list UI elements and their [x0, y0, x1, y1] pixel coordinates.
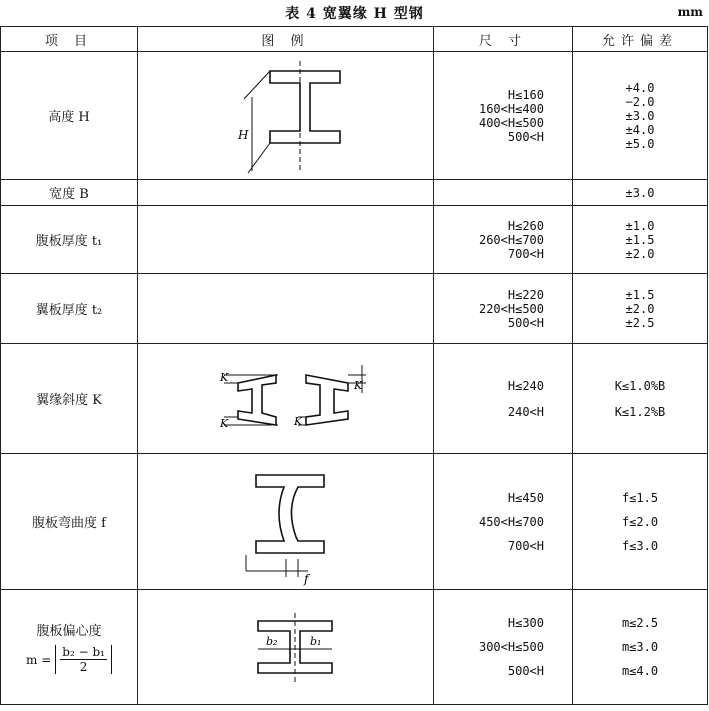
h-section-slope-diagram [138, 345, 432, 453]
formula-denominator: 2 [79, 660, 88, 674]
tolerance-value: K≤1.0%B [614, 378, 666, 393]
item-label: 宽度 B [1, 180, 138, 206]
dimension-cell [434, 590, 573, 705]
item-label: 腹板偏心度 [36, 624, 102, 639]
table-row [1, 274, 708, 344]
dimension-value: 700<H [507, 246, 544, 261]
tolerance-value: ±2.0 [625, 246, 655, 261]
diagram-label-k-3: K [294, 414, 303, 428]
dimension-value: 500<H [507, 129, 544, 144]
diagram-eccentricity [138, 590, 434, 705]
tolerance-cell [573, 180, 708, 206]
diagram-empty [138, 180, 434, 206]
dimension-value: H≤450 [507, 490, 544, 505]
item-label: 腹板厚度 t₁ [1, 206, 138, 274]
table-row [1, 180, 708, 206]
tolerance-cell [573, 454, 708, 590]
tolerance-cell [573, 274, 708, 344]
tolerance-value: ±3.0 [625, 185, 655, 200]
diagram-label-k-2: K [220, 416, 229, 430]
table-row [1, 454, 708, 590]
diagram-label-height: H [238, 127, 249, 142]
tolerance-value: ±2.0 [625, 301, 655, 316]
formula-numerator: b₂ − b₁ [62, 645, 105, 659]
tolerance-value: ±2.5 [625, 315, 655, 330]
dimension-value: 500<H [507, 315, 544, 330]
header-diagram: 图 例 [138, 27, 434, 52]
dimension-cell [434, 344, 573, 454]
tolerance-value: ±1.5 [625, 232, 655, 247]
tolerance-cell [573, 590, 708, 705]
diagram-empty [138, 206, 434, 274]
dimension-value: 160<H≤400 [478, 101, 544, 116]
diagram-label-b2: b₂ [266, 634, 278, 648]
table-row [1, 206, 708, 274]
dimension-value: H≤300 [507, 616, 544, 630]
table-title: 表 4 宽翼缘 H 型钢 [285, 6, 424, 22]
dimension-value: H≤160 [507, 87, 544, 102]
tolerance-table [0, 26, 708, 705]
diagram-label-f: f [304, 571, 309, 586]
tolerance-value: ±1.0 [625, 218, 655, 233]
dimension-value: 500<H [507, 664, 544, 678]
tolerance-value: m≤3.0 [621, 640, 659, 654]
table-row [1, 52, 708, 180]
diagram-slope [138, 344, 434, 454]
tolerance-value: ±5.0 [625, 136, 655, 151]
h-section-bend-diagram [138, 455, 432, 589]
tolerance-cell [573, 52, 708, 180]
dimension-value: 220<H≤500 [478, 301, 544, 316]
dimension-value: 450<H≤700 [478, 514, 544, 529]
tolerance-value: ±3.0 [625, 108, 655, 123]
tolerance-value: K≤1.2%B [614, 404, 666, 419]
dimension-value: 400<H≤500 [478, 115, 544, 130]
dimension-cell [434, 180, 573, 206]
diagram-bend [138, 454, 434, 590]
dimension-cell [434, 206, 573, 274]
item-label: 翼缘斜度 K [1, 344, 138, 454]
dimension-value: 260<H≤700 [478, 232, 544, 247]
tolerance-cell [573, 206, 708, 274]
diagram-height [138, 52, 434, 180]
dimension-cell [434, 454, 573, 590]
dimension-value: H≤240 [507, 378, 544, 393]
dimension-value: 240<H [507, 404, 544, 419]
diagram-empty [138, 274, 434, 344]
eccentricity-formula [26, 645, 112, 674]
h-section-eccentricity-diagram [138, 591, 432, 704]
tolerance-value: f≤2.0 [621, 514, 659, 529]
tolerance-value: +4.0 [625, 80, 655, 95]
dimension-value: H≤220 [507, 287, 544, 302]
header-dimension: 尺 寸 [434, 27, 573, 52]
diagram-label-k-1: K [220, 370, 229, 384]
tolerance-value: −2.0 [625, 94, 655, 109]
tolerance-value: m≤4.0 [621, 664, 659, 678]
dimension-cell [434, 52, 573, 180]
header-item: 项 目 [1, 27, 138, 52]
dimension-value: H≤260 [507, 218, 544, 233]
item-label: 腹板弯曲度 f [1, 454, 138, 590]
unit-label: mm [677, 5, 703, 19]
dimension-value: 700<H [507, 538, 544, 553]
table-row [1, 344, 708, 454]
diagram-label-k-4: K [354, 378, 363, 392]
diagram-label-b1: b₁ [310, 634, 322, 648]
formula-lhs: m = [26, 652, 52, 667]
dimension-value: 300<H≤500 [478, 640, 544, 654]
formula-fraction [55, 645, 112, 674]
tolerance-value: f≤1.5 [621, 490, 659, 505]
item-label: 翼板厚度 t₂ [1, 274, 138, 344]
dimension-cell [434, 274, 573, 344]
tolerance-value: ±4.0 [625, 122, 655, 137]
item-label: 高度 H [1, 52, 138, 180]
tolerance-value: m≤2.5 [621, 616, 659, 630]
table-header-row [1, 27, 708, 52]
table-row [1, 590, 708, 705]
header-tolerance: 允许偏差 [573, 27, 708, 52]
tolerance-cell [573, 344, 708, 454]
tolerance-value: ±1.5 [625, 287, 655, 302]
h-section-height-diagram [138, 53, 432, 179]
item-label-eccentricity [1, 590, 138, 705]
tolerance-value: f≤3.0 [621, 538, 659, 553]
